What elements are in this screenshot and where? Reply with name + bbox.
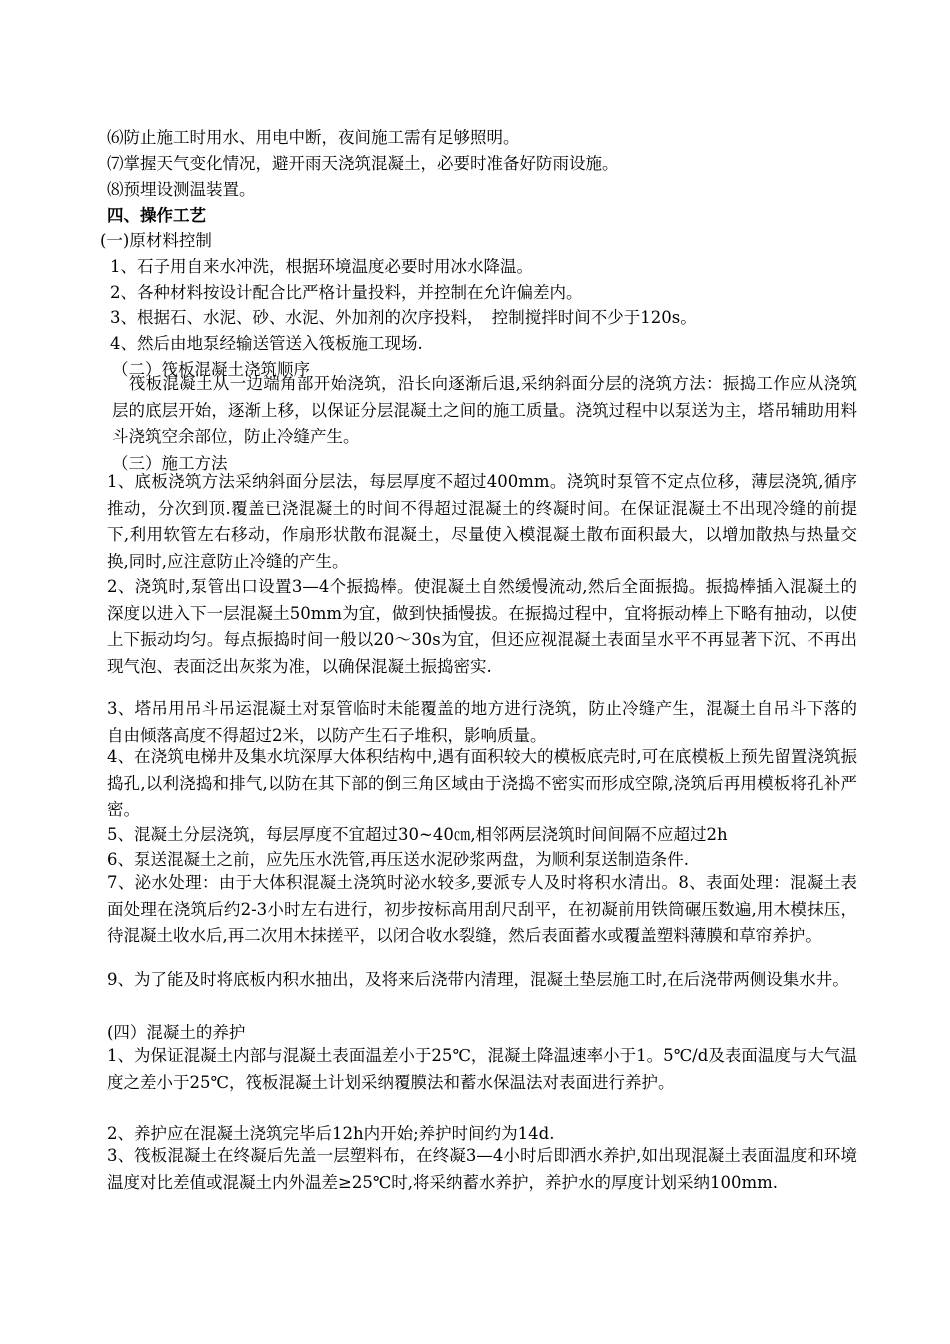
pouring-order-paragraph: 筏板混凝土从一边端角部开始浇筑，沿长向逐渐后退,采纳斜面分层的浇筑方法：振捣工作应从浇筑层的底层开始，逐渐上移，以保证分层混凝土之间的施工质量。浇筑过程中以泵送为主，塔吊辅助用料斗浇筑空余部位，防止冷缝产生。 xyxy=(112,374,857,447)
material-item-3: 3、根据石、水泥、砂、水泥、外加剂的次序投料， 控制搅拌时间不少于120s。 xyxy=(110,308,697,327)
material-item-1: 1、石子用自来水冲洗，根据环境温度必要时用冰水降温。 xyxy=(110,257,533,276)
item-7-line: ⑺掌握天气变化情况，避开雨天浇筑混凝土，必要时准备好防雨设施。 xyxy=(107,154,619,173)
method-paragraph-4: 4、在浇筑电梯井及集水坑深厚大体积结构中,遇有面积较大的模板底壳时,可在底模板上预先留置浇筑振捣孔,以利浇捣和排气,以防在其下部的倒三角区域由于浇捣不密实而形成空隙,浇筑后再用模板将孔补严密。 xyxy=(107,747,857,820)
method-paragraph-1: 1、底板浇筑方法采纳斜面分层法，每层厚度不超过400mm。浇筑时泵管不定点位移，薄层浇筑,循序推动，分次到顶.覆盖已浇混凝土的时间不得超过混凝土的终凝时间。在保证混凝土不出现冷缝的前提下,利用软管左右移动，作扇形状散布混凝土，尽量使入模混凝土散布面积最大，以增加散热与热量交换,同时,应注意防止冷缝的产生。 xyxy=(107,472,857,571)
curing-paragraph-3: 3、筏板混凝土在终凝后先盖一层塑料布，在终凝3—4小时后即洒水养护,如出现混凝土表面温度和环境温度对比差值或混凝土内外温差≥25℃时,将采纳蓄水养护，养护水的厚度计划采纳100mm. xyxy=(107,1146,857,1192)
subsection-heading-1: (一)原材料控制 xyxy=(100,231,212,250)
subsection-heading-2: （二）筏板混凝土浇筑顺序 xyxy=(112,360,310,379)
material-item-4: 4、然后由地泵经输送管送入筏板施工现场. xyxy=(110,334,423,353)
subsection-heading-3: （三）施工方法 xyxy=(112,454,228,473)
section-heading-4: 四、操作工艺 xyxy=(107,206,206,225)
curing-paragraph-1: 1、为保证混凝土内部与混凝土表面温差小于25℃，混凝土降温速率小于1。5℃/d及表面温度与大气温度之差小于25℃，筏板混凝土计划采纳覆膜法和蓄水保温法对表面进行养护。 xyxy=(107,1046,857,1092)
subsection-heading-4: (四）混凝土的养护 xyxy=(107,1023,246,1042)
item-8-line: ⑻预埋设测温装置。 xyxy=(107,180,256,199)
method-paragraph-2: 2、浇筑时,泵管出口设置3—4个振捣棒。使混凝土自然缓慢流动,然后全面振捣。振捣棒插入混凝土的深度以进入下一层混凝土50mm为宜，做到快插慢拔。在振捣过程中，宜将振动棒上下略有抽动，以使上下振动均匀。每点振捣时间一般以20～30s为宜，但还应视混凝土表面呈水平不再显著下沉、不再出现气泡、表面泛出灰浆为准，以确保混凝土振捣密实. xyxy=(107,577,857,676)
method-paragraph-6: 6、泵送混凝土之前，应先压水洗管,再压送水泥砂浆两盘，为顺利泵送制造条件. xyxy=(107,850,689,869)
item-6-line: ⑹防止施工时用水、用电中断，夜间施工需有足够照明。 xyxy=(107,128,520,147)
method-paragraph-9: 9、为了能及时将底板内积水抽出，及将来后浇带内清理，混凝土垫层施工时,在后浇带两侧设集水井。 xyxy=(107,970,849,989)
method-paragraph-7: 7、泌水处理：由于大体积混凝土浇筑时泌水较多,要派专人及时将积水清出。8、表面处理：混凝土表面处理在浇筑后约2-3小时左右进行，初步按标高用刮尺刮平，在初凝前用铁筒碾压数遍,用木模抹压，待混凝土收水后,再二次用木抹搓平，以闭合收水裂缝，然后表面蓄水或覆盖塑料薄膜和草帘养护。 xyxy=(107,873,857,946)
method-paragraph-5: 5、混凝土分层浇筑，每层厚度不宜超过30~40㎝,相邻两层浇筑时间间隔不应超过2h xyxy=(107,825,728,844)
curing-paragraph-2: 2、养护应在混凝土浇筑完毕后12h内开始;养护时间约为14d. xyxy=(107,1124,555,1143)
method-paragraph-3: 3、塔吊用吊斗吊运混凝土对泵管临时未能覆盖的地方进行浇筑，防止冷缝产生，混凝土自吊斗下落的自由倾落高度不得超过2米，以防产生石子堆积，影响质量。 xyxy=(107,699,857,745)
material-item-2: 2、各种材料按设计配合比严格计量投料，并控制在允许偏差内。 xyxy=(110,283,583,302)
